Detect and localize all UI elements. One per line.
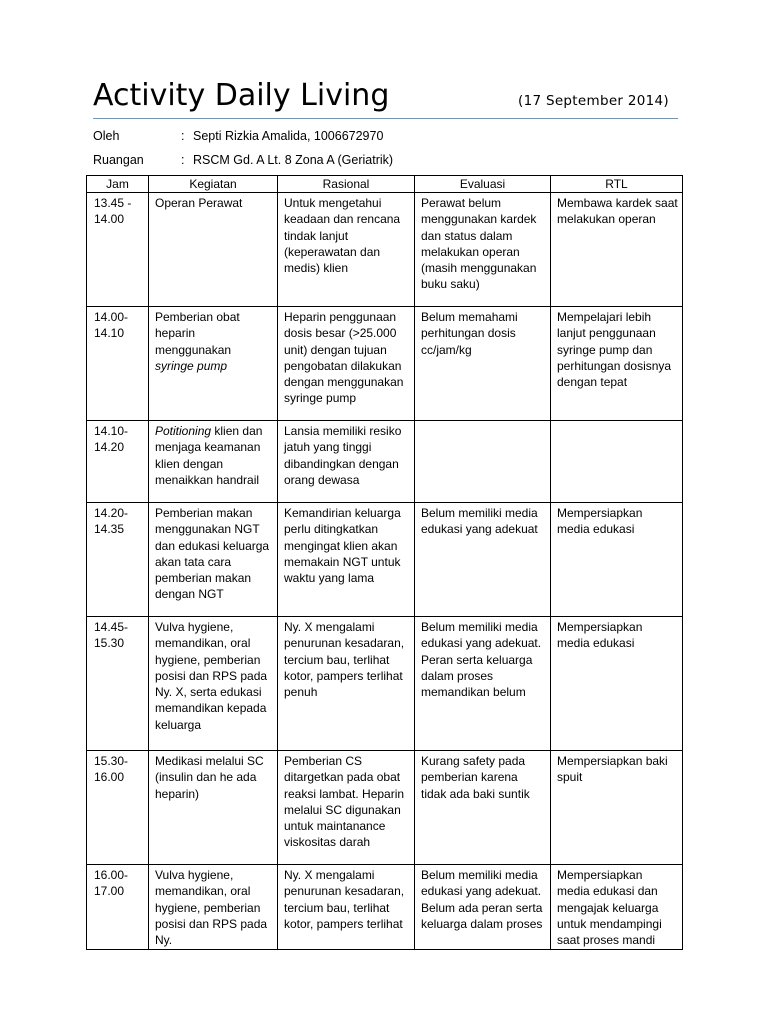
cell-jam: 16.00- 17.00 xyxy=(87,865,149,950)
header-evaluasi: Evaluasi xyxy=(415,176,551,193)
cell-evaluasi xyxy=(415,421,551,503)
table-row xyxy=(87,865,683,950)
meta-label: Oleh xyxy=(93,129,120,143)
meta-label: Ruangan xyxy=(93,153,144,167)
kegiatan-text: Pemberian obat heparin menggunakan xyxy=(155,310,240,357)
header-kegiatan: Kegiatan xyxy=(149,176,278,193)
cell-rtl: Mempelajari lebih lanjut penggunaan syringe pump dan perhitungan dosisnya dengan tepat xyxy=(551,307,683,421)
cell-rtl: Mempersiapkan baki spuit xyxy=(551,751,683,865)
cell-kegiatan xyxy=(149,751,278,865)
cell-rasional: Kemandirian keluarga perlu ditingkatkan mengingat klien akan memakain NGT untuk waktu yang lama xyxy=(278,503,415,617)
kegiatan-italic: syringe pump xyxy=(155,358,228,373)
table-row xyxy=(87,503,683,617)
cell-rasional: Ny. X mengalami penurunan kesadaran, tercium bau, terlihat kotor, pampers terlihat penuh xyxy=(278,617,415,751)
cell-evaluasi: Belum memahami perhitungan dosis cc/jam/kg xyxy=(415,307,551,421)
kegiatan-text: Pemberian makan menggunakan NGT dan edukasi keluarga akan tata cara pemberian makan dengan NGT xyxy=(155,506,270,602)
cell-rasional: Heparin penggunaan dosis besar (>25.000 unit) dengan tujuan pengobatan dilakukan dengan menggunakan syringe pump xyxy=(278,307,415,421)
cell-rtl: Mempersiapkan media edukasi xyxy=(551,503,683,617)
cell-rtl xyxy=(551,421,683,503)
cell-rasional: Ny. X mengalami penurunan kesadaran, tercium bau, terlihat kotor, pampers terlihat xyxy=(278,865,415,950)
cell-evaluasi: Perawat belum menggunakan kardek dan status dalam melakukan operan (masih menggunakan buku saku) xyxy=(415,193,551,307)
table-row xyxy=(87,751,683,865)
kegiatan-text: Medikasi melalui SC (insulin dan he ada heparin) xyxy=(155,754,264,801)
meta-colon: : xyxy=(181,153,185,167)
cell-evaluasi: Belum memiliki media edukasi yang adekuat xyxy=(415,503,551,617)
table-row xyxy=(87,617,683,751)
cell-evaluasi: Kurang safety pada pemberian karena tidak ada baki suntik xyxy=(415,751,551,865)
meta-value: RSCM Gd. A Lt. 8 Zona A (Geriatrik) xyxy=(193,153,394,167)
kegiatan-italic: Potitioning xyxy=(155,424,212,438)
document-date: (17 September 2014) xyxy=(518,93,669,109)
kegiatan-text: Vulva hygiene, memandikan, oral hygiene, pemberian posisi dan RPS pada Ny. X, serta edukasi memandikan kepada keluarga xyxy=(155,620,268,732)
table-row xyxy=(87,307,683,421)
cell-jam: 14.45- 15.30 xyxy=(87,617,149,751)
kegiatan-text: Vulva hygiene, memandikan, oral hygiene, pemberian posisi dan RPS pada Ny. xyxy=(155,868,268,948)
cell-jam: 14.10- 14.20 xyxy=(87,421,149,503)
activity-table xyxy=(86,175,683,950)
cell-kegiatan xyxy=(149,865,278,950)
kegiatan-text-after: klien dan menjaga keamanan klien dengan menaikkan handrail xyxy=(155,424,263,487)
meta-room xyxy=(93,152,393,168)
title-underline xyxy=(93,118,678,119)
cell-kegiatan xyxy=(149,307,278,421)
cell-evaluasi: Belum memiliki media edukasi yang adekuat. Belum ada peran serta keluarga dalam proses xyxy=(415,865,551,950)
cell-kegiatan xyxy=(149,503,278,617)
page-title: Activity Daily Living xyxy=(93,78,390,113)
table-header-row xyxy=(87,176,683,193)
cell-rtl: Mempersiapkan media edukasi xyxy=(551,617,683,751)
meta-value: Septi Rizkia Amalida, 1006672970 xyxy=(193,129,384,143)
cell-rasional: Lansia memiliki resiko jatuh yang tinggi dibandingkan dengan orang dewasa xyxy=(278,421,415,503)
header-rasional: Rasional xyxy=(278,176,415,193)
meta-author xyxy=(93,128,383,144)
cell-rasional: Pemberian CS ditargetkan pada obat reaksi lambat. Heparin melalui SC digunakan untuk maintanance viskositas darah xyxy=(278,751,415,865)
meta-colon: : xyxy=(181,129,185,143)
cell-jam: 15.30- 16.00 xyxy=(87,751,149,865)
cell-jam: 13.45 - 14.00 xyxy=(87,193,149,307)
cell-rtl: Mempersiapkan media edukasi dan mengajak keluarga untuk mendampingi saat proses mandi xyxy=(551,865,683,950)
header-rtl: RTL xyxy=(551,176,683,193)
cell-rasional: Untuk mengetahui keadaan dan rencana tindak lanjut (keperawatan dan medis) klien xyxy=(278,193,415,307)
cell-kegiatan xyxy=(149,617,278,751)
header-jam: Jam xyxy=(87,176,149,193)
cell-jam: 14.20- 14.35 xyxy=(87,503,149,617)
table-row xyxy=(87,421,683,503)
cell-kegiatan xyxy=(149,193,278,307)
title-row xyxy=(93,78,669,118)
cell-rtl: Membawa kardek saat melakukan operan xyxy=(551,193,683,307)
kegiatan-text: Operan Perawat xyxy=(155,196,243,210)
cell-evaluasi: Belum memiliki media edukasi yang adekuat. Peran serta keluarga dalam proses memandikan belum xyxy=(415,617,551,751)
cell-kegiatan xyxy=(149,421,278,503)
table-row xyxy=(87,193,683,307)
cell-jam: 14.00- 14.10 xyxy=(87,307,149,421)
